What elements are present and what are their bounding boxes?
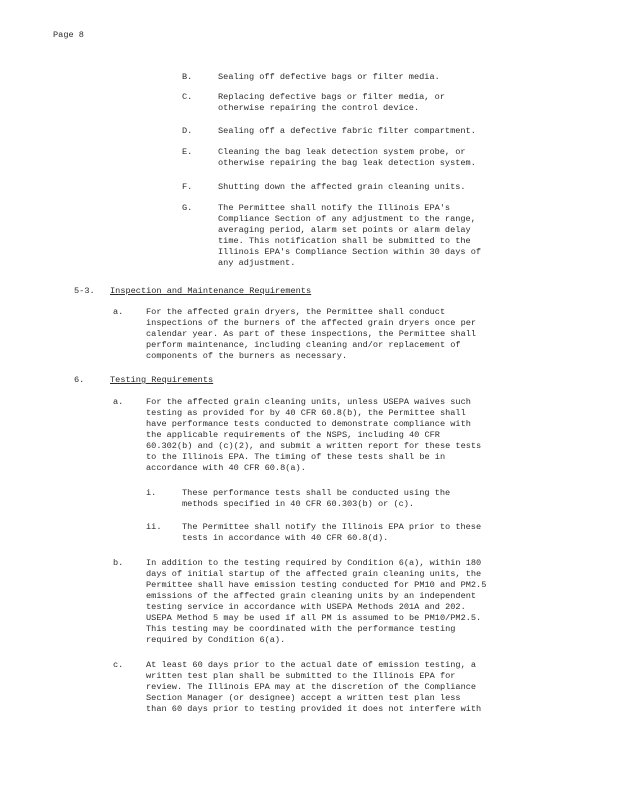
- subitem-label: b.: [113, 558, 124, 568]
- testing-paragraph-a: For the affected grain cleaning units, unless USEPA waives such testing as provided for by 40 CFR 60.8(b), the Permittee shall have performance tests conducted to demonstrate compliance with the applicable requirements of the NSPS, including 40 CFR 60.302(b) and (c)(2), and submit a written report for these tests to the Illinois EPA. The timing of these tests shall be in accordance with 40 CFR 60.8(a).: [146, 397, 482, 473]
- section-heading: Testing Requirements: [110, 375, 214, 385]
- testing-paragraph-a-i: These performance tests shall be conducted using the methods specified in 40 CFR 60.303(b) or (c).: [182, 488, 451, 509]
- testing-paragraph-b: In addition to the testing required by Condition 6(a), within 180 days of initial startup of the affected grain cleaning units, the Permittee shall have emission testing conducted for PM10 and PM2.5 emissions of the affected grain cleaning units by an independent testing service in accordance with USEPA Methods 201A and 202. USEPA Method 5 may be used if all PM is assumed to be PM10/PM2.5. This testing may be coordinated with the performance testing required by Condition 6(a).: [146, 558, 487, 645]
- item-e-text: Cleaning the bag leak detection system probe, or otherwise repairing the bag leak detection system.: [218, 147, 476, 168]
- section-number: 6.: [74, 375, 85, 385]
- item-b-text: Sealing off defective bags or filter media.: [218, 72, 440, 82]
- subitem-label: ii.: [146, 522, 162, 532]
- testing-paragraph-c: At least 60 days prior to the actual date of emission testing, a written test plan shall be submitted to the Illinois EPA for review. The Illinois EPA may at the discretion of the Compliance Section Manager (or designee) accept a written test plan less than 60 days prior to testing provided it does not interfere with: [146, 660, 482, 714]
- item-label: C.: [182, 92, 193, 102]
- item-label: G.: [182, 203, 193, 213]
- subitem-label: a.: [113, 307, 124, 317]
- section-heading: Inspection and Maintenance Requirements: [110, 286, 312, 296]
- section-number: 5-3.: [74, 286, 95, 296]
- item-g-text: The Permittee shall notify the Illinois EPA's Compliance Section of any adjustment to the range, averaging period, alarm set points or alarm delay time. This notification shall be submitted to the Illinois EPA's Compliance Section within 30 days of any adjustment.: [218, 203, 482, 268]
- item-label: B.: [182, 72, 193, 82]
- subitem-label: i.: [146, 488, 157, 498]
- item-f-text: Shutting down the affected grain cleaning units.: [218, 182, 466, 192]
- item-label: F.: [182, 182, 193, 192]
- item-d-text: Sealing off a defective fabric filter compartment.: [218, 126, 476, 136]
- subitem-label: a.: [113, 397, 124, 407]
- testing-paragraph-a-ii: The Permittee shall notify the Illinois EPA prior to these tests in accordance with 40 CFR 60.8(d).: [182, 522, 482, 543]
- item-label: E.: [182, 147, 193, 157]
- item-c-text: Replacing defective bags or filter media, or otherwise repairing the control device.: [218, 92, 445, 113]
- inspection-paragraph: For the affected grain dryers, the Permittee shall conduct inspections of the burners of the affected grain dryers once per calendar year. As part of these inspections, the Permittee shall perform maintenance, including cleaning and/or replacement of components of the burners as necessary.: [146, 307, 477, 361]
- item-label: D.: [182, 126, 193, 136]
- page-header: Page 8: [53, 30, 84, 40]
- subitem-label: c.: [113, 660, 124, 670]
